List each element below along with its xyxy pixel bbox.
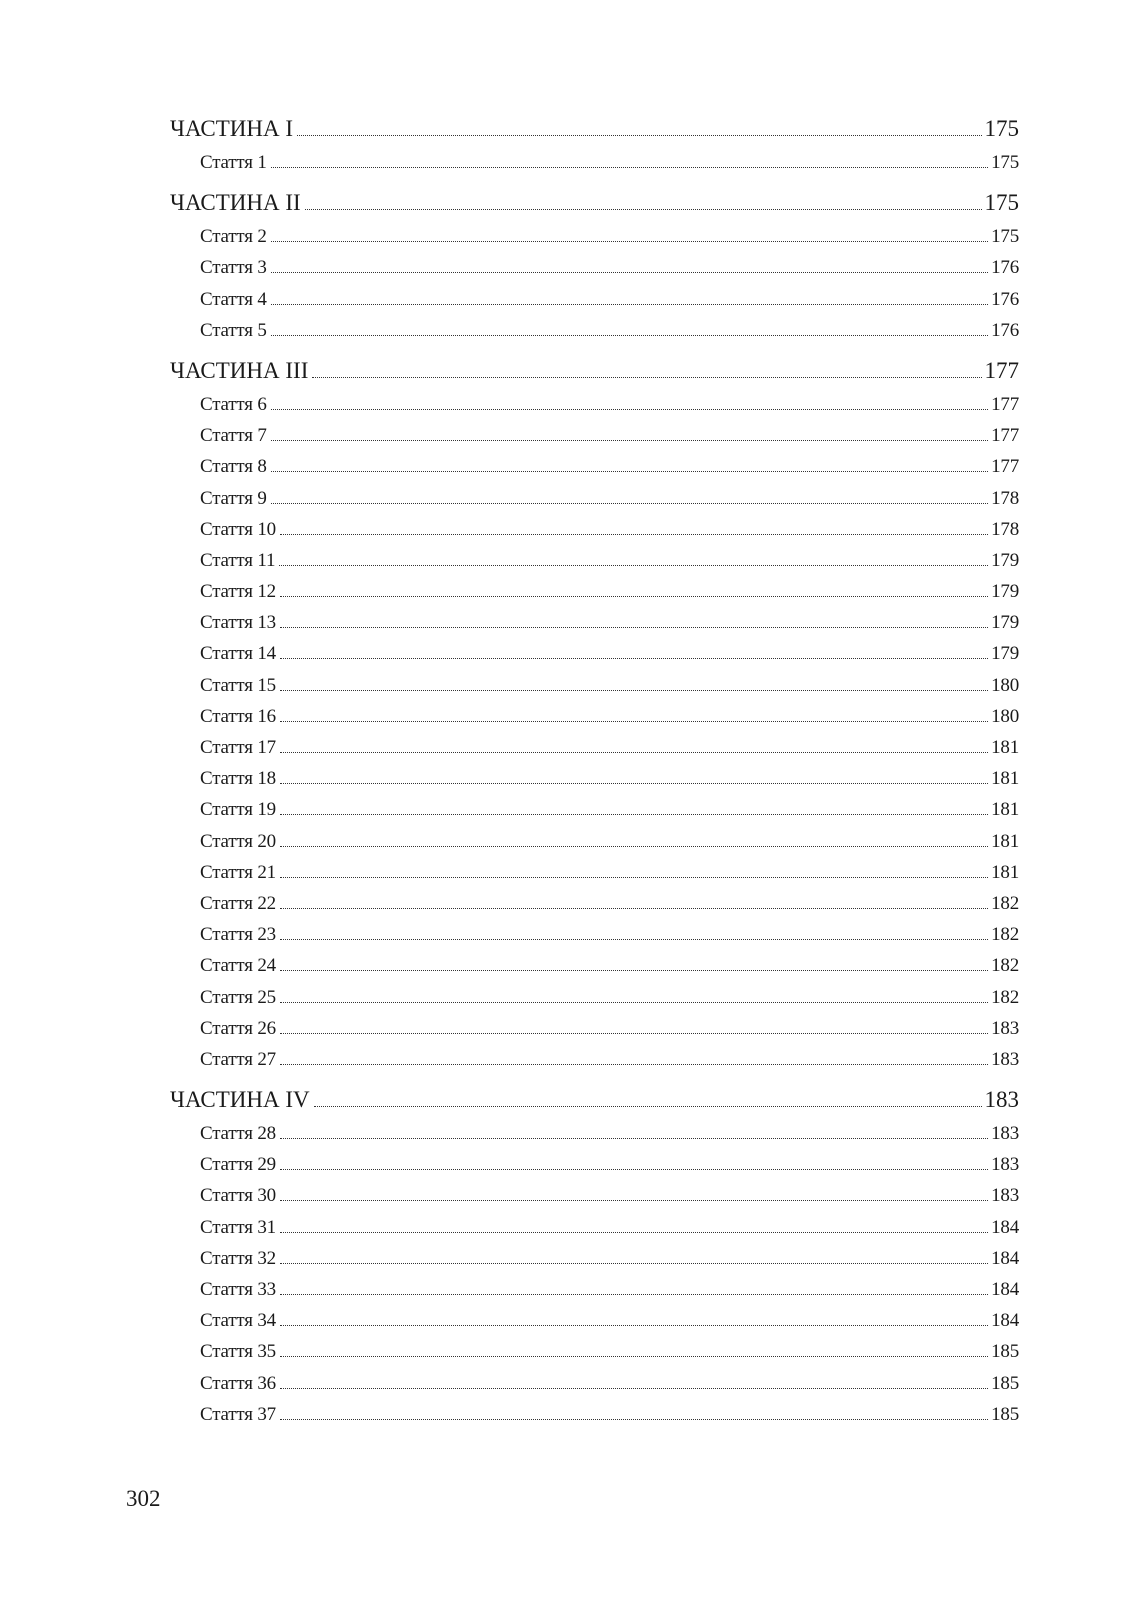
dot-leader (280, 814, 988, 815)
toc-article-label: Стаття 23 (200, 924, 276, 946)
dot-leader (280, 658, 988, 659)
toc-article-page: 184 (991, 1216, 1019, 1238)
toc-part-entry[interactable] (170, 1085, 1019, 1115)
toc-article-label: Стаття 29 (200, 1154, 276, 1176)
toc-part-title: ЧАСТИНА I (170, 116, 294, 141)
dot-leader (314, 1106, 982, 1107)
dot-leader (280, 877, 988, 878)
toc-article-page: 181 (991, 737, 1019, 758)
dot-leader (280, 752, 988, 753)
toc-article-entry[interactable] (170, 576, 1019, 607)
toc-article-page: 181 (991, 799, 1019, 821)
toc-article-label: Стаття 1 (200, 152, 267, 173)
toc-article-list (170, 221, 1019, 346)
toc-article-page: 182 (991, 924, 1019, 946)
toc-part-title: ЧАСТИНА IV (170, 1087, 310, 1113)
toc-article-page: 178 (991, 518, 1019, 540)
toc-article-label: Стаття 37 (200, 1403, 276, 1425)
dot-leader (312, 377, 981, 378)
toc-article-entry[interactable] (170, 826, 1019, 857)
dot-leader (280, 1388, 988, 1389)
dot-leader (279, 565, 988, 566)
dot-leader (271, 167, 988, 168)
toc-article-entry[interactable] (170, 982, 1019, 1013)
dot-leader (280, 1002, 988, 1003)
dot-leader (280, 690, 988, 691)
toc-article-label: Стаття 22 (200, 892, 276, 914)
toc-article-label: Стаття 31 (200, 1216, 276, 1238)
toc-article-label: Стаття 18 (200, 768, 276, 790)
dot-leader (271, 304, 988, 305)
toc-article-page: 183 (991, 1017, 1019, 1039)
dot-leader (280, 596, 988, 597)
toc-article-page: 179 (991, 612, 1019, 634)
toc-part-title: ЧАСТИНА II (170, 190, 301, 216)
toc-part-page: 183 (984, 1087, 1019, 1113)
toc-part-entry[interactable] (170, 114, 1019, 144)
toc-article-page: 179 (991, 581, 1019, 603)
toc-article-entry[interactable] (170, 389, 1019, 420)
toc-article-label: Стаття 19 (200, 799, 276, 821)
toc-article-page: 176 (991, 257, 1019, 279)
dot-leader (305, 209, 982, 210)
toc-article-label: Стаття 2 (200, 226, 267, 248)
toc-article-page: 183 (991, 1048, 1019, 1070)
toc-article-page: 184 (991, 1279, 1019, 1300)
toc-article-page: 180 (991, 674, 1019, 696)
toc-article-label: Стаття 11 (200, 549, 276, 571)
dot-leader (280, 970, 988, 971)
toc-article-page: 185 (991, 1403, 1019, 1425)
toc-article-label: Стаття 27 (200, 1048, 276, 1070)
toc-article-label: Стаття 24 (200, 955, 276, 977)
toc-article-page: 177 (991, 456, 1019, 478)
toc-article-entry[interactable] (170, 451, 1019, 482)
toc-part-section (170, 356, 1019, 1075)
toc-article-label: Стаття 15 (200, 674, 276, 696)
toc-article-label: Стаття 8 (200, 456, 267, 478)
dot-leader (280, 1064, 988, 1065)
toc-article-entry[interactable] (170, 638, 1019, 669)
page-number: 302 (126, 1486, 161, 1511)
dot-leader (280, 1138, 988, 1139)
toc-article-entry[interactable] (170, 732, 1019, 763)
toc-article-label: Стаття 3 (200, 257, 267, 279)
toc-article-entry[interactable] (170, 1305, 1019, 1336)
toc-part-title: ЧАСТИНА III (170, 357, 309, 383)
dot-leader (271, 335, 988, 336)
toc-article-label: Стаття 4 (200, 288, 267, 310)
toc-article-entry[interactable] (170, 1274, 1019, 1305)
dot-leader (280, 1325, 988, 1326)
toc-article-label: Стаття 13 (200, 612, 276, 634)
table-of-contents (170, 114, 1019, 1440)
toc-article-label: Стаття 32 (200, 1247, 276, 1269)
toc-article-entry[interactable] (170, 888, 1019, 919)
toc-article-list (170, 147, 1019, 178)
toc-part-entry[interactable] (170, 188, 1019, 218)
toc-article-entry[interactable] (170, 545, 1019, 576)
dot-leader (297, 135, 981, 136)
toc-article-entry[interactable] (170, 483, 1019, 514)
toc-article-page: 180 (991, 705, 1019, 727)
toc-article-label: Стаття 33 (200, 1279, 276, 1300)
toc-part-entry[interactable] (170, 356, 1019, 386)
toc-article-entry[interactable] (170, 221, 1019, 252)
toc-article-page: 179 (991, 549, 1019, 571)
toc-article-label: Стаття 36 (200, 1372, 276, 1394)
toc-article-entry[interactable] (170, 919, 1019, 950)
toc-article-label: Стаття 26 (200, 1017, 276, 1039)
toc-article-entry[interactable] (170, 950, 1019, 981)
toc-article-page: 183 (991, 1123, 1019, 1145)
dot-leader (280, 1356, 988, 1357)
dot-leader (271, 241, 988, 242)
dot-leader (280, 1200, 988, 1201)
toc-article-list (170, 1118, 1019, 1430)
toc-article-page: 177 (991, 425, 1019, 447)
dot-leader (280, 939, 988, 940)
toc-article-page: 185 (991, 1372, 1019, 1394)
toc-article-label: Стаття 16 (200, 705, 276, 727)
dot-leader (280, 1263, 988, 1264)
dot-leader (280, 1169, 988, 1170)
toc-article-label: Стаття 12 (200, 581, 276, 603)
toc-article-entry[interactable] (170, 1044, 1019, 1075)
dot-leader (280, 1033, 988, 1034)
toc-article-page: 175 (991, 226, 1019, 248)
dot-leader (271, 503, 988, 504)
toc-article-label: Стаття 28 (200, 1123, 276, 1145)
dot-leader (280, 627, 988, 628)
toc-article-entry[interactable] (170, 514, 1019, 545)
toc-part-section (170, 188, 1019, 346)
toc-article-page: 178 (991, 487, 1019, 509)
toc-article-entry[interactable] (170, 1336, 1019, 1367)
toc-article-page: 183 (991, 1154, 1019, 1176)
dot-leader (280, 908, 988, 909)
toc-article-entry[interactable] (170, 794, 1019, 825)
dot-leader (280, 534, 988, 535)
toc-article-entry[interactable] (170, 252, 1019, 283)
toc-article-page: 179 (991, 643, 1019, 665)
toc-article-entry[interactable] (170, 420, 1019, 451)
toc-part-page: 175 (984, 116, 1019, 141)
toc-article-page: 177 (991, 393, 1019, 415)
toc-article-entry[interactable] (170, 147, 1019, 178)
toc-article-entry[interactable] (170, 1149, 1019, 1180)
toc-article-label: Стаття 6 (200, 393, 267, 415)
dot-leader (271, 440, 988, 441)
toc-article-label: Стаття 21 (200, 861, 276, 883)
dot-leader (271, 272, 988, 273)
toc-article-label: Стаття 10 (200, 518, 276, 540)
toc-article-entry[interactable] (170, 670, 1019, 701)
toc-article-page: 184 (991, 1310, 1019, 1332)
toc-article-entry[interactable] (170, 1243, 1019, 1274)
toc-article-label: Стаття 5 (200, 319, 267, 341)
toc-article-page: 176 (991, 288, 1019, 310)
toc-article-page: 182 (991, 955, 1019, 977)
dot-leader (280, 721, 988, 722)
toc-article-page: 184 (991, 1247, 1019, 1269)
toc-article-entry[interactable] (170, 1180, 1019, 1211)
toc-article-label: Стаття 17 (200, 737, 276, 758)
toc-article-entry[interactable] (170, 1212, 1019, 1243)
toc-article-label: Стаття 20 (200, 830, 276, 852)
toc-article-entry[interactable] (170, 284, 1019, 315)
toc-article-entry[interactable] (170, 315, 1019, 346)
toc-article-label: Стаття 14 (200, 643, 276, 665)
toc-article-entry[interactable] (170, 857, 1019, 888)
toc-article-page: 185 (991, 1341, 1019, 1363)
toc-part-section (170, 114, 1019, 178)
dot-leader (271, 409, 988, 410)
toc-article-entry[interactable] (170, 1368, 1019, 1399)
toc-part-page: 175 (984, 190, 1019, 216)
dot-leader (280, 1232, 988, 1233)
toc-article-page: 181 (991, 861, 1019, 883)
dot-leader (280, 783, 988, 784)
toc-article-entry[interactable] (170, 1399, 1019, 1430)
toc-article-page: 183 (991, 1185, 1019, 1207)
toc-article-page: 181 (991, 830, 1019, 852)
dot-leader (280, 1419, 988, 1420)
toc-article-entry[interactable] (170, 1013, 1019, 1044)
toc-article-entry[interactable] (170, 1118, 1019, 1149)
toc-article-page: 175 (991, 152, 1019, 173)
toc-article-list (170, 389, 1019, 1075)
toc-article-label: Стаття 34 (200, 1310, 276, 1332)
toc-article-label: Стаття 30 (200, 1185, 276, 1207)
toc-article-entry[interactable] (170, 763, 1019, 794)
toc-article-label: Стаття 9 (200, 487, 267, 509)
toc-article-page: 181 (991, 768, 1019, 790)
toc-article-entry[interactable] (170, 701, 1019, 732)
toc-part-section (170, 1085, 1019, 1430)
dot-leader (280, 846, 988, 847)
toc-part-page: 177 (984, 357, 1019, 383)
toc-article-label: Стаття 25 (200, 986, 276, 1008)
dot-leader (280, 1294, 988, 1295)
toc-article-page: 182 (991, 892, 1019, 914)
toc-article-label: Стаття 7 (200, 425, 267, 447)
dot-leader (271, 471, 988, 472)
toc-article-label: Стаття 35 (200, 1341, 276, 1363)
toc-article-page: 176 (991, 319, 1019, 341)
toc-article-entry[interactable] (170, 607, 1019, 638)
toc-article-page: 182 (991, 986, 1019, 1008)
